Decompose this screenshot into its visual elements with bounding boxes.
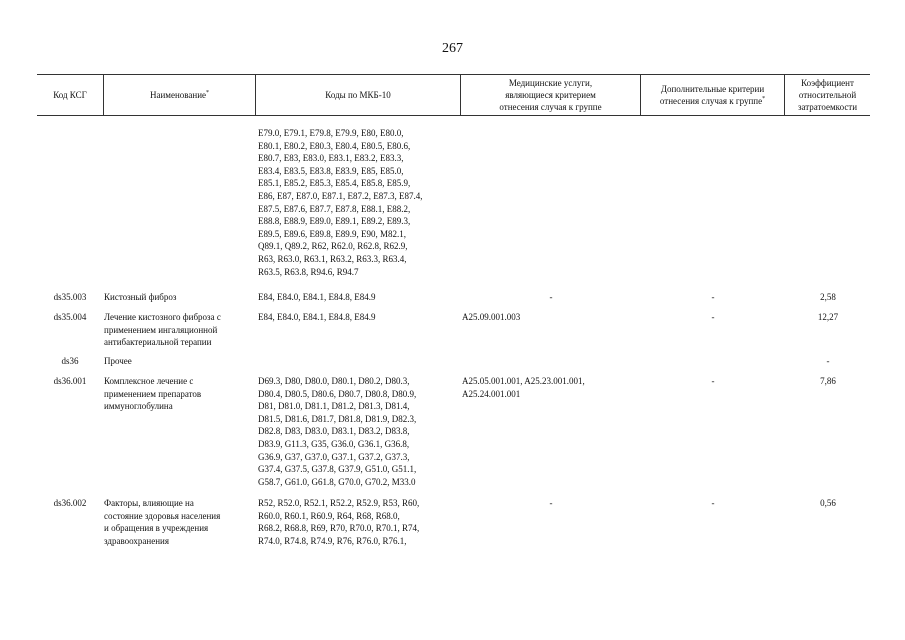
text-line: E84, E84.0, E84.1, E84.8, E84.9 bbox=[258, 292, 376, 302]
row-mkb-codes bbox=[258, 375, 460, 488]
header-criteria-footnote-mark: * bbox=[762, 95, 766, 102]
row-coefficient: 12,27 bbox=[817, 312, 839, 322]
text-line: E89.5, E89.6, E89.8, E89.9, E90, M82.1, bbox=[258, 228, 406, 239]
row-services bbox=[462, 375, 640, 400]
text-line: иммуноглобулина bbox=[104, 401, 173, 412]
row-services bbox=[462, 291, 640, 304]
text-line: - bbox=[549, 292, 553, 302]
text-line: состояние здоровья населения bbox=[104, 510, 221, 521]
text-line: E79.0, E79.1, E79.8, E79.9, E80, E80.0, bbox=[258, 128, 404, 138]
text-line: R60.0, R60.1, R60.9, R64, R68, R68.0, bbox=[258, 510, 400, 521]
header-coef-line: Коэффициент bbox=[801, 77, 854, 88]
row-coefficient: 0,56 bbox=[820, 498, 836, 508]
text-line: R52, R52.0, R52.1, R52.2, R52.9, R53, R60, bbox=[258, 498, 420, 508]
text-line: Кистозный фиброз bbox=[104, 292, 177, 302]
row-code: ds35.004 bbox=[53, 312, 87, 322]
header-coefficient bbox=[785, 74, 870, 115]
row-name bbox=[104, 355, 254, 368]
text-line: D82.8, D83, D83.0, D83.1, D83.2, D83.8, bbox=[258, 426, 410, 437]
page-number: 267 bbox=[442, 41, 463, 56]
text-line: G37.4, G37.5, G37.8, G37.9, G51.0, G51.1, bbox=[258, 464, 417, 475]
row-name bbox=[104, 291, 254, 304]
row-coefficient: - bbox=[826, 356, 830, 366]
row-coefficient: 2,58 bbox=[820, 292, 836, 302]
row-mkb-codes bbox=[258, 291, 460, 304]
text-line: E80.1, E80.2, E80.3, E80.4, E80.5, E80.6, bbox=[258, 140, 411, 151]
text-line: R63, R63.0, R63.1, R63.2, R63.3, R63.4, bbox=[258, 253, 407, 264]
table-header-rule bbox=[37, 115, 870, 116]
row-services bbox=[462, 311, 640, 324]
header-coef-line: относительной bbox=[798, 89, 857, 100]
text-line: - bbox=[549, 498, 553, 508]
header-criteria-line: отнесения случая к группе bbox=[659, 95, 763, 106]
text-line: E88.8, E88.9, E89.0, E89.1, E89.2, E89.3, bbox=[258, 216, 411, 227]
header-services-line: являющиеся критерием bbox=[505, 89, 596, 100]
text-line: Лечение кистозного фиброза с bbox=[104, 312, 221, 322]
text-line: E83.4, E83.5, E83.8, E83.9, E85, E85.0, bbox=[258, 165, 404, 176]
mkb-codes-continuation bbox=[258, 127, 460, 278]
row-name bbox=[104, 375, 254, 413]
text-line: E84, E84.0, E84.1, E84.8, E84.9 bbox=[258, 312, 376, 322]
text-line: Комплексное лечение с bbox=[104, 376, 194, 386]
row-code: ds36 bbox=[61, 356, 79, 366]
header-mkb bbox=[256, 74, 460, 115]
text-line: D81, D81.0, D81.1, D81.2, D81.3, D81.4, bbox=[258, 401, 410, 412]
header-coef-line: затратоемкости bbox=[797, 101, 858, 112]
text-line: применением препаратов bbox=[104, 388, 202, 399]
header-name bbox=[104, 74, 255, 115]
text-line: E80.7, E83, E83.0, E83.1, E83.2, E83.3, bbox=[258, 153, 404, 164]
row-services bbox=[462, 497, 640, 510]
header-code bbox=[37, 74, 103, 115]
text-line: применением ингаляционной bbox=[104, 324, 218, 335]
text-line: и обращения в учреждения bbox=[104, 523, 209, 534]
text-line: антибактериальной терапии bbox=[104, 337, 212, 348]
text-line: D83.9, G11.3, G35, G36.0, G36.1, G36.8, bbox=[258, 438, 410, 449]
text-line: R74.0, R74.8, R74.9, R76, R76.0, R76.1, bbox=[258, 535, 407, 546]
text-line: D69.3, D80, D80.0, D80.1, D80.2, D80.3, bbox=[258, 376, 410, 386]
row-mkb-codes bbox=[258, 497, 460, 547]
row-code: ds36.002 bbox=[53, 498, 87, 508]
text-line: Прочее bbox=[104, 356, 132, 366]
row-criteria: - bbox=[711, 292, 715, 302]
text-line: E85.1, E85.2, E85.3, E85.4, E85.8, E85.9, bbox=[258, 178, 411, 189]
row-name bbox=[104, 497, 254, 547]
text-line: D80.4, D80.5, D80.6, D80.7, D80.8, D80.9, bbox=[258, 388, 417, 399]
text-line: A25.24.001.001 bbox=[462, 388, 521, 399]
header-services-line: Медицинские услуги, bbox=[508, 77, 593, 88]
text-line: E87.5, E87.6, E87.7, E87.8, E88.1, E88.2, bbox=[258, 203, 411, 214]
text-line: R63.5, R63.8, R94.6, R94.7 bbox=[258, 266, 359, 277]
header-name-label: Наименование bbox=[149, 89, 207, 100]
row-name bbox=[104, 311, 254, 349]
text-line: G58.7, G61.0, G61.8, G70.0, G70.2, M33.0 bbox=[258, 476, 416, 487]
row-code: ds36.001 bbox=[53, 376, 87, 386]
text-line: R68.2, R68.8, R69, R70, R70.0, R70.1, R74, bbox=[258, 523, 420, 534]
header-services bbox=[461, 74, 640, 115]
text-line: A25.05.001.001, A25.23.001.001, bbox=[462, 376, 585, 386]
header-criteria bbox=[641, 74, 784, 115]
text-line: D81.5, D81.6, D81.7, D81.8, D81.9, D82.3, bbox=[258, 413, 417, 424]
header-services-line: отнесения случая к группе bbox=[499, 101, 602, 112]
text-line: Факторы, влияющие на bbox=[104, 498, 194, 508]
text-line: E86, E87, E87.0, E87.1, E87.2, E87.3, E87.4, bbox=[258, 190, 423, 201]
row-criteria: - bbox=[711, 498, 715, 508]
row-coefficient: 7,86 bbox=[820, 376, 836, 386]
header-code-label: Код КСГ bbox=[53, 89, 87, 100]
header-mkb-label: Коды по МКБ-10 bbox=[325, 89, 391, 100]
header-name-footnote-mark: * bbox=[206, 89, 210, 96]
row-mkb-codes bbox=[258, 311, 460, 324]
row-criteria: - bbox=[711, 376, 715, 386]
text-line: Q89.1, Q89.2, R62, R62.0, R62.8, R62.9, bbox=[258, 241, 408, 252]
row-criteria: - bbox=[711, 312, 715, 322]
text-line: A25.09.001.003 bbox=[462, 312, 521, 322]
row-code: ds35.003 bbox=[53, 292, 87, 302]
text-line: здравоохранения bbox=[104, 535, 170, 546]
text-line: G36.9, G37, G37.0, G37.1, G37.2, G37.3, bbox=[258, 451, 410, 462]
header-criteria-line: Дополнительные критерии bbox=[660, 83, 765, 94]
